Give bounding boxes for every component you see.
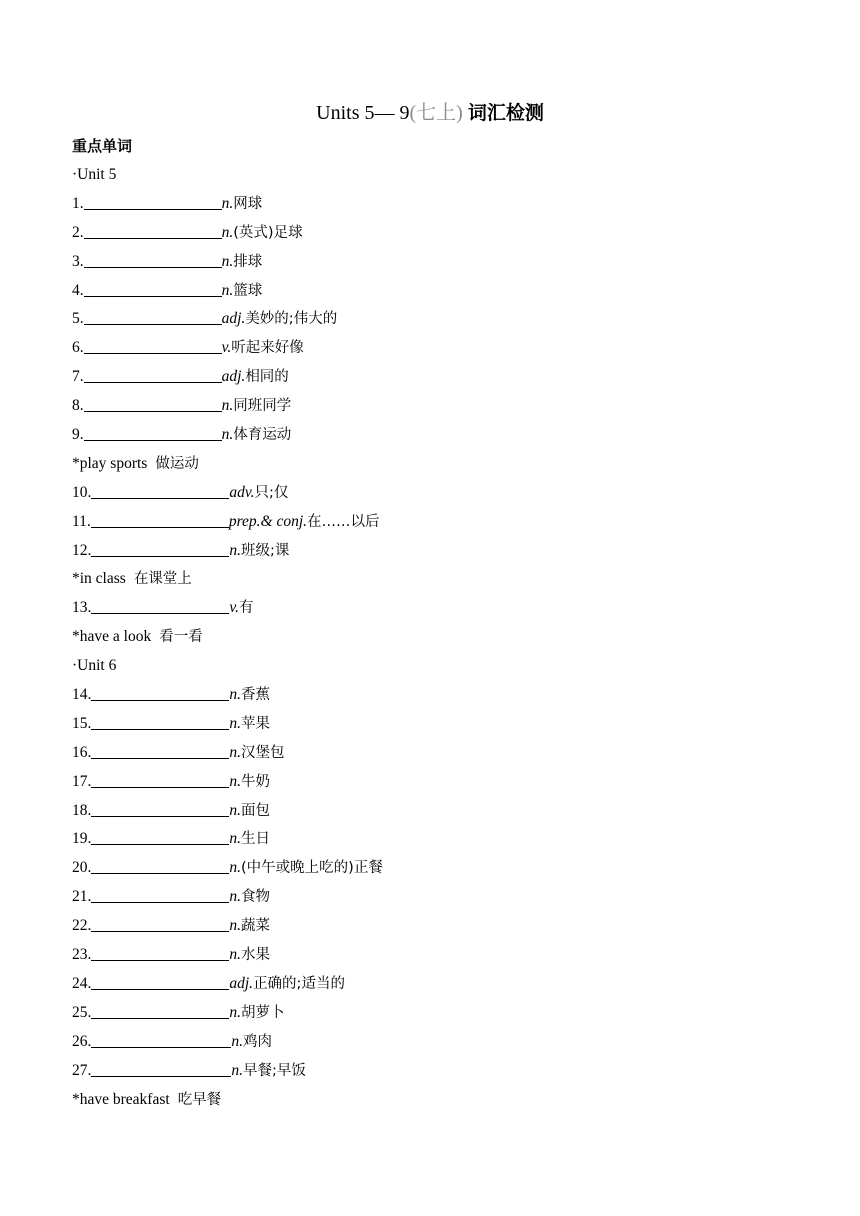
answer-blank[interactable] — [91, 511, 229, 528]
phrase-cn: 看一看 — [159, 629, 203, 646]
vocab-item — [72, 797, 832, 826]
vocab-item — [72, 392, 832, 421]
part-of-speech: n. — [221, 252, 234, 270]
item-meaning: 正确的;适当的 — [253, 975, 345, 992]
title-main: Units 5— 9 — [316, 102, 410, 124]
item-meaning: 面包 — [241, 802, 270, 819]
vocab-item — [72, 421, 832, 450]
part-of-speech: n. — [229, 541, 241, 559]
item-number: 3. — [72, 252, 84, 270]
part-of-speech: n. — [229, 888, 241, 906]
item-meaning: 美妙的;伟大的 — [245, 311, 338, 328]
answer-blank[interactable] — [91, 684, 229, 701]
answer-blank[interactable] — [91, 800, 229, 817]
part-of-speech: n. — [229, 946, 241, 964]
vocab-item — [72, 363, 832, 392]
item-meaning: 早餐;早饭 — [243, 1062, 306, 1079]
item-number: 19. — [72, 830, 92, 848]
part-of-speech: n. — [231, 1061, 243, 1079]
answer-blank[interactable] — [84, 424, 222, 441]
vocab-item — [72, 912, 832, 941]
item-meaning: 蔬菜 — [241, 918, 270, 935]
answer-blank[interactable] — [84, 366, 222, 383]
answer-blank[interactable] — [91, 540, 229, 557]
answer-blank[interactable] — [91, 944, 229, 961]
item-number: 8. — [72, 397, 84, 415]
vocab-item — [72, 248, 832, 277]
vocab-item — [72, 508, 832, 537]
item-meaning: 相同的 — [245, 369, 289, 386]
answer-blank[interactable] — [91, 1031, 231, 1048]
vocab-item — [72, 219, 832, 248]
phrase-row — [72, 623, 832, 652]
item-number: 24. — [72, 974, 92, 992]
item-meaning: 班级;课 — [241, 542, 290, 559]
part-of-speech: v. — [229, 599, 239, 617]
phrase-row — [72, 1086, 832, 1115]
part-of-speech: n. — [221, 281, 234, 299]
phrase-row — [72, 565, 832, 594]
part-of-speech: adj. — [229, 974, 254, 992]
answer-blank[interactable] — [91, 857, 229, 874]
part-of-speech: prep.& conj. — [228, 512, 308, 530]
item-meaning: 食物 — [241, 889, 270, 906]
phrase-en: *have a look — [72, 628, 152, 646]
answer-blank[interactable] — [84, 395, 222, 412]
item-meaning: 鸡肉 — [243, 1033, 272, 1050]
vocab-item — [72, 277, 832, 306]
answer-blank[interactable] — [91, 1002, 229, 1019]
item-number: 20. — [72, 859, 92, 877]
item-meaning: 篮球 — [233, 282, 263, 299]
item-meaning: 胡萝卜 — [241, 1004, 285, 1021]
item-meaning: 水果 — [241, 947, 270, 964]
vocab-item — [72, 768, 832, 797]
part-of-speech: adj. — [221, 368, 246, 386]
part-of-speech: n. — [221, 223, 234, 241]
unit-heading: ·Unit 6 — [72, 657, 117, 675]
item-number: 23. — [72, 946, 92, 964]
vocab-item — [72, 334, 832, 363]
phrase-cn: 做运动 — [155, 455, 199, 472]
vocab-item — [72, 594, 832, 623]
item-meaning: (英式)足球 — [233, 224, 303, 241]
part-of-speech: adv. — [229, 483, 255, 501]
section-heading: 重点单词 — [72, 137, 133, 155]
item-meaning: 听起来好像 — [231, 340, 304, 357]
title-cn: 词汇检测 — [467, 102, 544, 124]
item-meaning: (中午或晚上吃的)正餐 — [241, 860, 383, 877]
item-number: 4. — [72, 281, 84, 299]
item-number: 1. — [72, 194, 84, 212]
item-number: 21. — [72, 888, 92, 906]
part-of-speech: n. — [229, 686, 241, 704]
answer-blank[interactable] — [84, 193, 222, 210]
item-meaning: 香蕉 — [241, 687, 270, 704]
answer-blank[interactable] — [84, 251, 222, 268]
item-number: 12. — [72, 541, 92, 559]
answer-blank[interactable] — [91, 482, 229, 499]
answer-blank[interactable] — [84, 308, 222, 325]
item-number: 9. — [72, 426, 84, 444]
part-of-speech: n. — [229, 859, 241, 877]
item-number: 15. — [72, 714, 92, 732]
item-number: 6. — [72, 339, 84, 357]
part-of-speech: v. — [221, 339, 232, 357]
item-meaning: 只;仅 — [254, 484, 289, 501]
answer-blank[interactable] — [84, 337, 222, 354]
vocab-item — [72, 537, 832, 566]
item-number: 25. — [72, 1003, 92, 1021]
vocab-item — [72, 305, 832, 334]
answer-blank[interactable] — [91, 742, 229, 759]
item-meaning: 苹果 — [241, 715, 270, 732]
answer-blank[interactable] — [91, 915, 229, 932]
vocab-item — [72, 479, 832, 508]
item-meaning: 同班同学 — [233, 398, 292, 415]
item-meaning: 生日 — [241, 831, 270, 848]
item-meaning: 体育运动 — [233, 427, 292, 444]
part-of-speech: n. — [229, 714, 241, 732]
vocab-item — [72, 941, 832, 970]
answer-blank[interactable] — [91, 828, 229, 845]
part-of-speech: n. — [229, 743, 241, 761]
phrase-cn: 吃早餐 — [177, 1091, 222, 1108]
item-number: 13. — [72, 599, 92, 617]
part-of-speech: n. — [229, 772, 241, 790]
unit-heading: ·Unit 5 — [72, 166, 117, 183]
answer-blank[interactable] — [91, 973, 229, 990]
answer-blank[interactable] — [84, 222, 222, 239]
item-meaning: 有 — [238, 600, 254, 617]
vocab-item — [72, 825, 832, 854]
part-of-speech: n. — [229, 917, 241, 935]
vocab-item — [72, 1028, 832, 1057]
item-meaning: 牛奶 — [241, 773, 270, 790]
part-of-speech: adj. — [221, 310, 246, 328]
part-of-speech: n. — [221, 426, 234, 444]
item-number: 14. — [72, 686, 92, 704]
phrase-en: *play sports — [72, 454, 148, 472]
vocab-item — [72, 190, 832, 219]
answer-blank[interactable] — [91, 1060, 231, 1077]
phrase-en: *in class — [72, 570, 126, 588]
page-title — [0, 99, 860, 127]
vocab-item — [72, 1057, 832, 1086]
item-number: 27. — [72, 1061, 92, 1079]
item-meaning: 在……以后 — [307, 513, 380, 530]
vocab-item — [72, 739, 832, 768]
part-of-speech: n. — [231, 1032, 243, 1050]
vocab-item — [72, 970, 832, 999]
vocab-item — [72, 883, 832, 912]
answer-blank[interactable] — [91, 597, 229, 614]
part-of-speech: n. — [229, 801, 241, 819]
answer-blank[interactable] — [91, 771, 229, 788]
part-of-speech: n. — [229, 1003, 241, 1021]
vocabulary-list — [72, 161, 832, 1114]
answer-blank[interactable] — [91, 713, 229, 730]
vocab-item — [72, 710, 832, 739]
item-meaning: 排球 — [233, 253, 263, 270]
item-number: 16. — [72, 743, 92, 761]
answer-blank[interactable] — [84, 280, 222, 297]
part-of-speech: n. — [221, 194, 234, 212]
item-meaning: 汉堡包 — [241, 744, 285, 761]
phrase-row — [72, 450, 832, 479]
item-number: 22. — [72, 917, 92, 935]
title-grade: (七上) — [409, 102, 463, 124]
item-number: 10. — [72, 483, 92, 501]
item-number: 17. — [72, 772, 92, 790]
part-of-speech: n. — [221, 397, 234, 415]
item-number: 5. — [72, 310, 84, 328]
item-number: 2. — [72, 223, 84, 241]
phrase-en: *have breakfast — [72, 1090, 170, 1108]
item-number: 11. — [72, 512, 91, 530]
item-number: 26. — [72, 1032, 92, 1050]
answer-blank[interactable] — [91, 886, 229, 903]
item-number: 18. — [72, 801, 92, 819]
item-number: 7. — [72, 368, 84, 386]
vocab-item — [72, 854, 832, 883]
vocab-item — [72, 999, 832, 1028]
item-meaning: 网球 — [233, 195, 263, 212]
phrase-cn: 在课堂上 — [133, 571, 192, 588]
vocab-item — [72, 681, 832, 710]
part-of-speech: n. — [229, 830, 241, 848]
